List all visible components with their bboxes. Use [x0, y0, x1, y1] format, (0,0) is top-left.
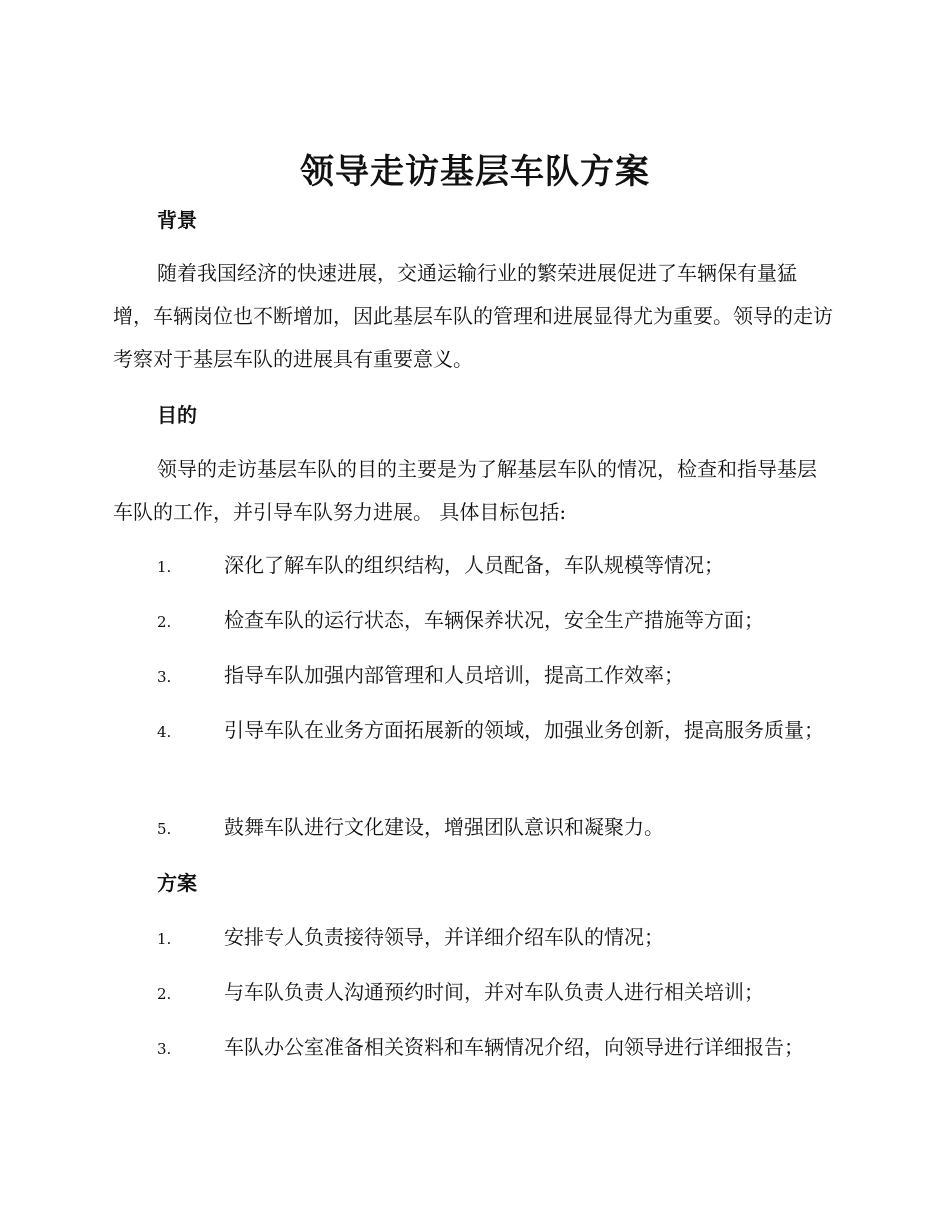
document-title: 领导走访基层车队方案	[300, 152, 650, 192]
list-item-number: 5.	[157, 820, 172, 838]
purpose-list-item	[113, 654, 835, 699]
list-item-text: 安排专人负责接待领导，并详细介绍车队的情况；	[224, 925, 664, 949]
list-item-text: 指导车队加强内部管理和人员培训，提高工作效率；	[224, 663, 684, 687]
section-heading-plan: 方案	[157, 871, 197, 895]
background-paragraph: 随着我国经济的快速进展，交通运输行业的繁荣进展促进了车辆保有量猛增，车辆岗位也不断增加，因此基层车队的管理和进展显得尤为重要。领导的走访考察对于基层车队的进展具有重要意义。	[113, 261, 833, 371]
list-item-number: 3.	[157, 1040, 172, 1058]
section-heading-purpose: 目的	[157, 403, 197, 427]
list-item-number: 3.	[157, 668, 172, 686]
list-item-text: 深化了解车队的组织结构，人员配备，车队规模等情况；	[224, 553, 724, 577]
purpose-list-item	[113, 806, 835, 851]
list-item-number: 1.	[157, 930, 172, 948]
list-item-number: 4.	[157, 723, 172, 741]
purpose-paragraph: 领导的走访基层车队的目的主要是为了解基层车队的情况，检查和指导基层车队的工作，并引导车队努力进展。 具体目标包括:	[113, 457, 817, 524]
list-item-text: 鼓舞车队进行文化建设，增强团队意识和凝聚力。	[224, 815, 664, 839]
list-item-text: 车队办公室准备相关资料和车辆情况介绍，向领导进行详细报告；	[224, 1035, 804, 1059]
plan-list-item	[113, 971, 835, 1016]
list-item-text: 检查车队的运行状态，车辆保养状况，安全生产措施等方面；	[224, 608, 764, 632]
list-item-number: 2.	[157, 613, 172, 631]
purpose-list-item	[113, 544, 835, 589]
section-heading-background: 背景	[157, 208, 197, 232]
list-item-number: 1.	[157, 558, 172, 576]
list-item-number: 2.	[157, 985, 172, 1003]
list-item-text: 引导车队在业务方面拓展新的领域，加强业务创新，提高服务质量；	[224, 718, 824, 742]
plan-list-item	[113, 916, 835, 961]
purpose-list-item	[113, 709, 835, 754]
plan-list-item	[113, 1026, 835, 1071]
list-item-text: 与车队负责人沟通预约时间，并对车队负责人进行相关培训；	[224, 980, 764, 1004]
purpose-list-item	[113, 599, 835, 644]
